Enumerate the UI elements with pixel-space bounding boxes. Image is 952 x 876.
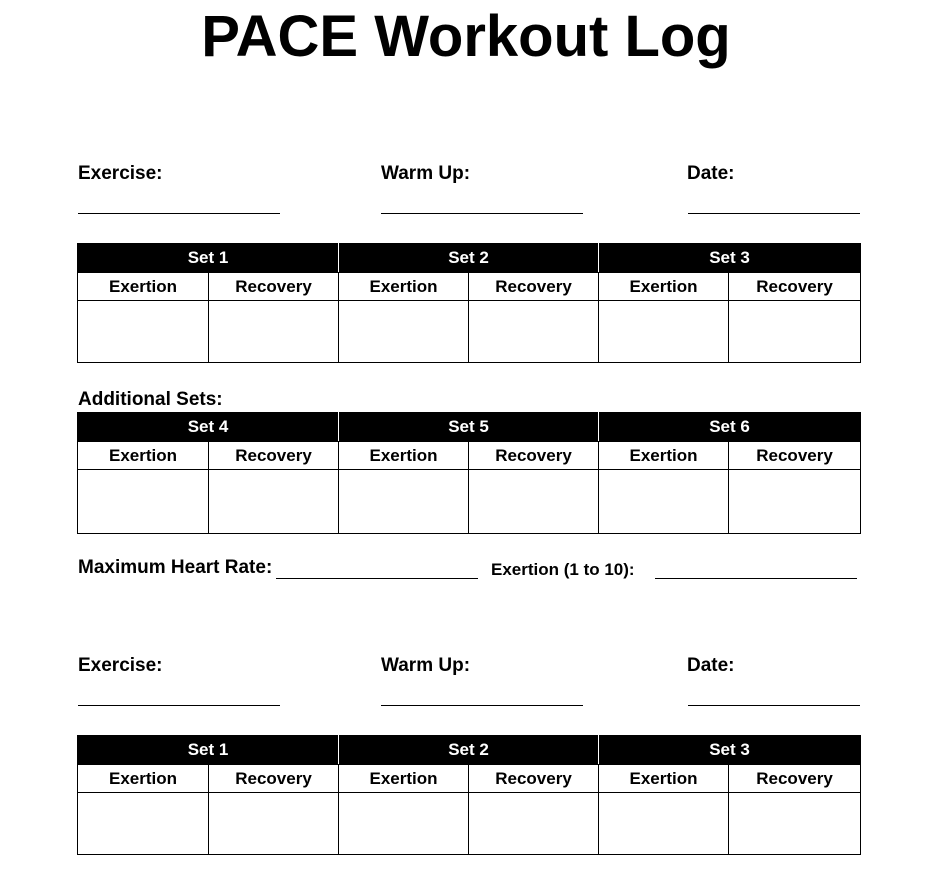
recovery-header: Recovery (729, 765, 861, 793)
date-field-line[interactable] (688, 213, 860, 214)
recovery-header: Recovery (469, 442, 599, 470)
recovery-cell[interactable] (209, 793, 339, 855)
exertion-cell[interactable] (339, 470, 469, 534)
recovery-cell[interactable] (729, 470, 861, 534)
exertion-header: Exertion (78, 442, 209, 470)
exertion-header: Exertion (599, 273, 729, 301)
set-header: Set 5 (339, 413, 599, 442)
exercise-field-line[interactable] (78, 213, 280, 214)
warmup-label: Warm Up: (381, 163, 471, 184)
exertion-cell[interactable] (339, 301, 469, 363)
recovery-header: Recovery (209, 273, 339, 301)
exertion-cell[interactable] (78, 470, 209, 534)
exertion-header: Exertion (599, 765, 729, 793)
set-header: Set 6 (599, 413, 861, 442)
recovery-header: Recovery (209, 442, 339, 470)
sets-table-2 (77, 412, 861, 534)
exertion-header: Exertion (599, 442, 729, 470)
exertion-cell[interactable] (599, 301, 729, 363)
recovery-cell[interactable] (469, 793, 599, 855)
recovery-cell[interactable] (469, 470, 599, 534)
date-label: Date: (687, 163, 735, 184)
recovery-header: Recovery (729, 442, 861, 470)
max-heart-rate-label: Maximum Heart Rate: (78, 557, 273, 578)
exertion-header: Exertion (78, 765, 209, 793)
set-header: Set 2 (339, 736, 599, 765)
sets-table-1 (77, 243, 861, 363)
recovery-header: Recovery (729, 273, 861, 301)
exertion-cell[interactable] (339, 793, 469, 855)
recovery-cell[interactable] (209, 470, 339, 534)
exertion-cell[interactable] (78, 793, 209, 855)
exercise-label: Exercise: (78, 163, 163, 184)
set-header: Set 3 (599, 244, 861, 273)
exertion-cell[interactable] (78, 301, 209, 363)
page-title: PACE Workout Log (201, 4, 731, 69)
date-field-line[interactable] (688, 705, 860, 706)
warmup-field-line[interactable] (381, 705, 583, 706)
set-header: Set 2 (339, 244, 599, 273)
recovery-cell[interactable] (469, 301, 599, 363)
sets-table-3 (77, 735, 861, 855)
exertion-scale-field-line[interactable] (655, 578, 857, 579)
exertion-cell[interactable] (599, 470, 729, 534)
set-header: Set 1 (78, 244, 339, 273)
recovery-cell[interactable] (729, 793, 861, 855)
exercise-label: Exercise: (78, 655, 163, 676)
set-header: Set 4 (78, 413, 339, 442)
exertion-header: Exertion (339, 765, 469, 793)
max-heart-rate-field-line[interactable] (276, 578, 478, 579)
exertion-cell[interactable] (599, 793, 729, 855)
recovery-header: Recovery (469, 273, 599, 301)
exertion-header: Exertion (339, 442, 469, 470)
recovery-cell[interactable] (729, 301, 861, 363)
exertion-header: Exertion (339, 273, 469, 301)
exertion-header: Exertion (78, 273, 209, 301)
warmup-label: Warm Up: (381, 655, 471, 676)
exercise-field-line[interactable] (78, 705, 280, 706)
set-header: Set 3 (599, 736, 861, 765)
warmup-field-line[interactable] (381, 213, 583, 214)
exertion-scale-label: Exertion (1 to 10): (491, 560, 635, 579)
date-label: Date: (687, 655, 735, 676)
recovery-cell[interactable] (209, 301, 339, 363)
recovery-header: Recovery (469, 765, 599, 793)
recovery-header: Recovery (209, 765, 339, 793)
set-header: Set 1 (78, 736, 339, 765)
additional-sets-label: Additional Sets: (78, 389, 223, 410)
